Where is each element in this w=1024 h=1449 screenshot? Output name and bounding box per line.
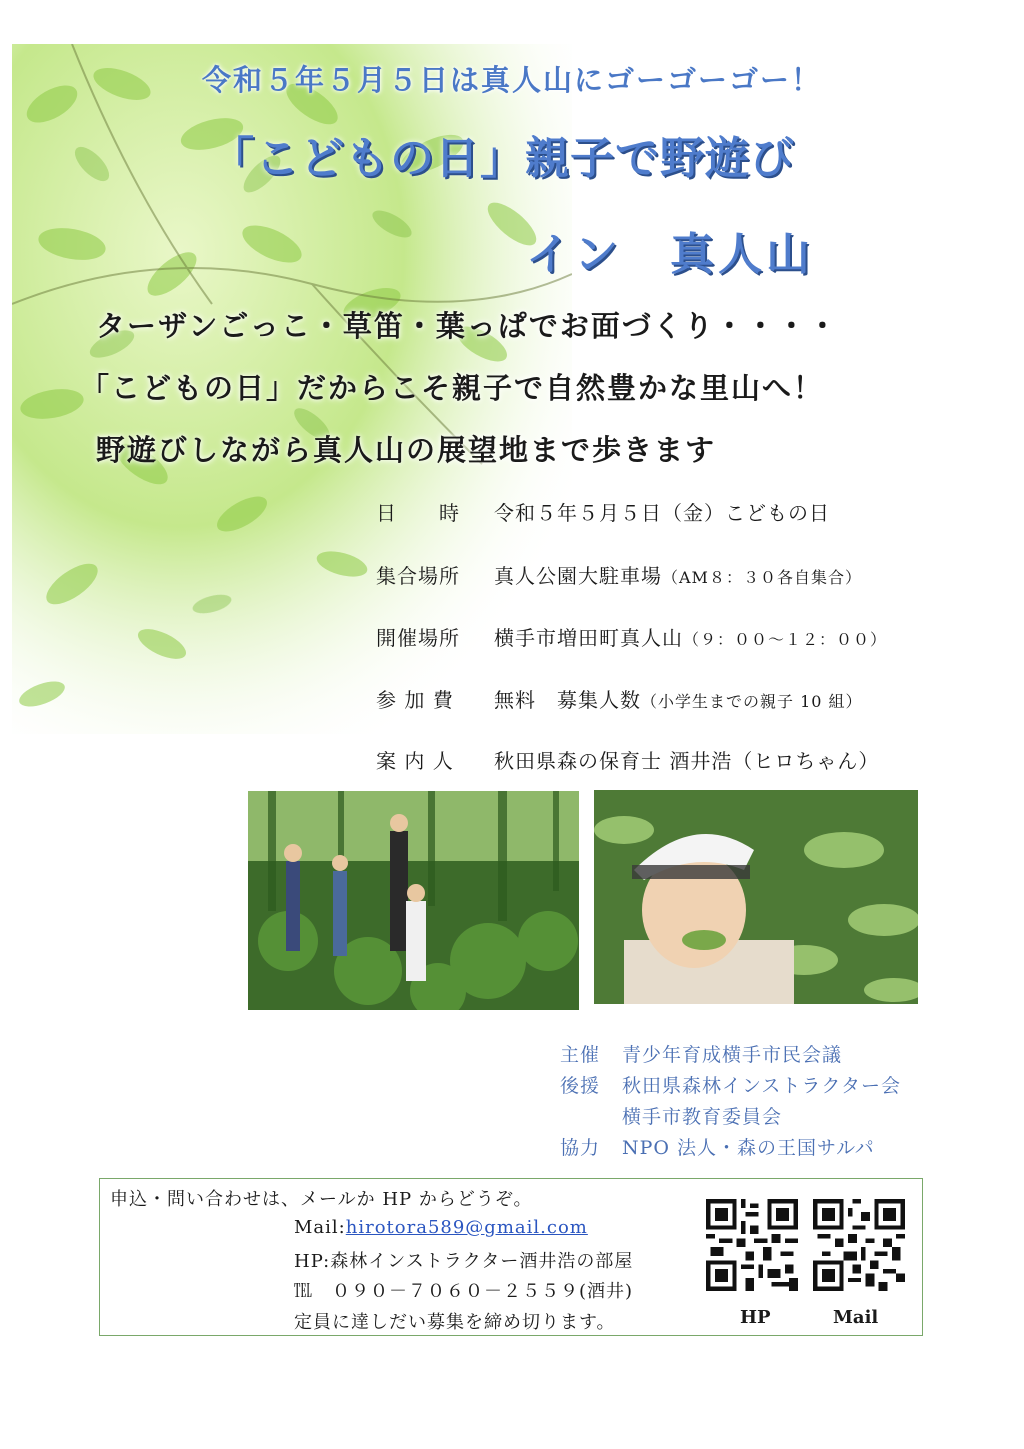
event-subtitle: 令和５年５月５日は真人山にゴーゴーゴー！ bbox=[201, 63, 822, 97]
qr-hp-label: HP bbox=[740, 1307, 771, 1328]
support-label: 後援 bbox=[560, 1075, 601, 1097]
detail-venue-value: 横手市増田町真人山 bbox=[494, 626, 683, 650]
organizer-cooperation bbox=[560, 1133, 875, 1160]
contact-mail bbox=[294, 1217, 588, 1238]
detail-fee-note: （小学生までの親子 10 組） bbox=[641, 692, 863, 711]
qr-mail-label: Mail bbox=[833, 1307, 879, 1328]
qr-code-hp[interactable] bbox=[706, 1199, 798, 1291]
contact-tel: ℡ ０９０－７０６０－２５５９(酒井) bbox=[294, 1281, 634, 1302]
organizer-host bbox=[560, 1040, 842, 1067]
detail-meet-label: 集合場所 bbox=[376, 564, 460, 588]
lead-line-3: 野遊びしながら真人山の展望地まで歩きます bbox=[96, 433, 717, 467]
detail-fee-label: 参 加 費 bbox=[376, 688, 454, 712]
contact-hp: HP:森林インストラクター酒井浩の部屋 bbox=[294, 1251, 634, 1272]
mail-prefix: Mail: bbox=[294, 1217, 346, 1238]
support-value-2: 横手市教育委員会 bbox=[622, 1106, 783, 1128]
event-title-location: イン 真人山 bbox=[526, 229, 814, 280]
detail-meet-note: （AM８：３０各自集合） bbox=[662, 568, 862, 587]
lead-line-1: ターザンごっこ・草笛・葉っぱでお面づくり・・・・ bbox=[96, 309, 839, 343]
qr-code-mail[interactable] bbox=[813, 1199, 905, 1291]
coop-value: NPO 法人・森の王国サルパ bbox=[622, 1137, 875, 1159]
lead-line-2: 「こどもの日」だからこそ親子で自然豊かな里山へ！ bbox=[80, 371, 825, 405]
detail-meet-value: 真人公園大駐車場 bbox=[494, 564, 662, 588]
detail-date-value: 令和５年５月５日（金）こどもの日 bbox=[494, 501, 830, 525]
organizer-support bbox=[560, 1071, 901, 1098]
detail-venue-note: （９：００～１２：００） bbox=[683, 630, 888, 649]
detail-guide-label: 案 内 人 bbox=[376, 749, 454, 773]
organizer-support-2 bbox=[560, 1102, 782, 1129]
detail-fee-value: 無料 募集人数 bbox=[494, 688, 641, 712]
host-label: 主催 bbox=[560, 1044, 601, 1066]
contact-note: 定員に達しだい募集を締め切ります。 bbox=[294, 1312, 616, 1333]
support-value-1: 秋田県森林インストラクター会 bbox=[622, 1075, 902, 1097]
contact-intro: 申込・問い合わせは、メールか HP からどうぞ。 bbox=[110, 1189, 533, 1210]
event-title: 「こどもの日」親子で野遊び bbox=[210, 133, 795, 184]
detail-guide bbox=[376, 745, 879, 774]
detail-fee bbox=[376, 684, 863, 713]
host-value: 青少年育成横手市民会議 bbox=[622, 1044, 843, 1066]
mail-link[interactable]: hirotora589@gmail.com bbox=[345, 1217, 588, 1238]
detail-venue-label: 開催場所 bbox=[376, 626, 460, 650]
detail-venue bbox=[376, 622, 887, 651]
photo-child-grass-whistle bbox=[594, 790, 918, 1004]
detail-meeting-place bbox=[376, 560, 862, 589]
detail-date bbox=[376, 497, 830, 526]
detail-date-label: 日 時 bbox=[376, 501, 460, 525]
photo-forest-walk bbox=[248, 791, 579, 1010]
detail-guide-value: 秋田県森の保育士 酒井浩（ヒロちゃん） bbox=[494, 749, 880, 773]
contact-box bbox=[99, 1178, 923, 1336]
coop-label: 協力 bbox=[560, 1137, 601, 1159]
